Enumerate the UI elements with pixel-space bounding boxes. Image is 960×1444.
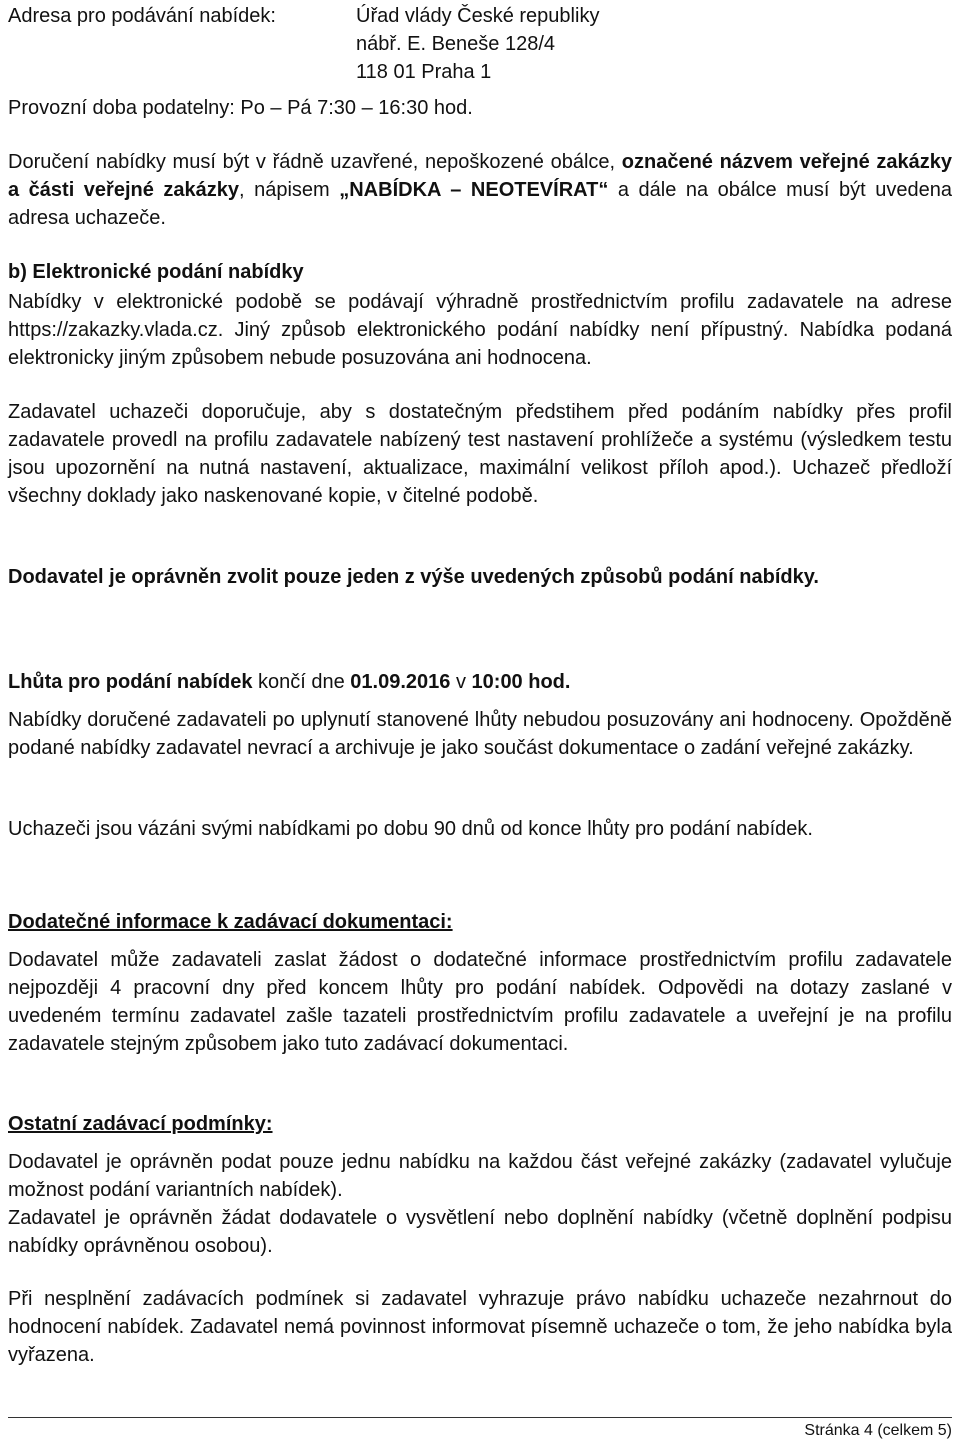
address-label: Adresa pro podávání nabídek:: [8, 5, 276, 27]
address-line: Úřad vlády České republiky: [356, 5, 600, 27]
text-span: končí dne: [252, 671, 351, 693]
heading-text: b) Elektronické podání nabídky: [8, 261, 304, 283]
text-span: Doručení nabídky musí být v řádně uzavřené, nepoškozené obálce,: [8, 151, 622, 173]
browser-test-paragraph: Zadavatel uchazeči doporučuje, aby s dostatečným předstihem před podáním nabídky přes profil zadavatele provedl na profilu zadavatele nabízený test nastavení prohlížeče a systému (výsledkem testu jsou upozornění na nutná nastavení, aktualizace, maximální velikost příloh apod.). Uchazeč předloží všechny doklady jako naskenované kopie, v čitelné podobě.: [8, 401, 952, 507]
clarification-paragraph: Zadavatel je oprávněn žádat dodavatele o vysvětlení nebo doplnění nabídky (včetně doplnění podpisu nabídky oprávněnou osobou).: [8, 1207, 952, 1257]
address-block: [8, 2, 952, 86]
page-number: Stránka 4 (celkem 5): [804, 1422, 952, 1439]
late-offers-paragraph: Nabídky doručené zadavateli po uplynutí stanovené lhůty nebudou posuzovány ani hodnoceny. Opožděně podané nabídky zadavatel nevrací a archivuje je jako součást dokumentace o zadání veřejné zakázky.: [8, 709, 952, 759]
electronic-heading: [8, 258, 952, 286]
footer-divider: [8, 1417, 952, 1418]
additional-info-paragraph: Dodavatel může zadavateli zaslat žádost o dodatečné informace prostřednictvím profilu zadavatele nejpozději 4 pracovní dny před koncem lhůty pro podání nabídek. Odpovědi na dotazy zaslané v uvedeném termínu zadavatel zašle tazateli prostřednictvím profilu zadavatele a uveřejní je na profilu zadavatele stejným způsobem jako tuto zadávací dokumentaci.: [8, 949, 952, 1055]
bold-span: 01.09.2016: [350, 671, 451, 693]
binding-period-paragraph: Uchazeči jsou vázáni svými nabídkami po dobu 90 dnů od konce lhůty pro podání nabídek.: [8, 818, 813, 840]
bold-span: „NABÍDKA – NEOTEVÍRAT“: [339, 179, 609, 201]
text-span: v: [450, 671, 472, 693]
heading-text: Ostatní zadávací podmínky:: [8, 1113, 273, 1135]
one-offer-paragraph: Dodavatel je oprávněn podat pouze jednu nabídku na každou část veřejné zakázky (zadavatel vylučuje možnost podání variantních nabídek).: [8, 1151, 952, 1201]
address-line: 118 01 Praha 1: [356, 61, 492, 83]
bold-text: Dodavatel je oprávněn zvolit pouze jeden z výše uvedených způsobů podání nabídky.: [8, 566, 819, 588]
electronic-paragraph: Nabídky v elektronické podobě se podávají výhradně prostřednictvím profilu zadavatele na adrese https://zakazky.vlada.cz. Jiný způsob elektronického podání nabídky není přípustný. Nabídka podaná elektronicky jiným způsobem nebude posuzována ani hodnocena.: [8, 291, 952, 369]
exclusion-paragraph: Při nesplnění zadávacích podmínek si zadavatel vyhrazuje právo nabídku uchazeče nezahrnout do hodnocení nabídek. Zadavatel nemá povinnost informovat písemně uchazeče o tom, že jeho nabídka byla vyřazena.: [8, 1288, 952, 1366]
bold-span: Lhůta pro podání nabídek: [8, 671, 253, 693]
text-span: , nápisem: [239, 179, 340, 201]
other-conditions-heading: [8, 1110, 952, 1138]
additional-info-heading: [8, 908, 952, 936]
bold-span: označené názvem veřejné zakázky a části veřejné zakázky: [8, 151, 952, 201]
text-span: a dále na obálce musí být uvedena adresa uchazeče.: [8, 179, 952, 229]
address-line: nábř. E. Beneše 128/4: [356, 33, 556, 55]
deadline-paragraph: [8, 668, 952, 696]
address-lines: [356, 2, 599, 86]
choose-one-paragraph: [8, 563, 952, 591]
heading-text: Dodatečné informace k zadávací dokumentaci:: [8, 911, 453, 933]
office-hours: Provozní doba podatelny: Po – Pá 7:30 – 16:30 hod.: [8, 97, 473, 119]
delivery-paragraph: [8, 148, 952, 232]
bold-span: 10:00 hod.: [471, 671, 571, 693]
